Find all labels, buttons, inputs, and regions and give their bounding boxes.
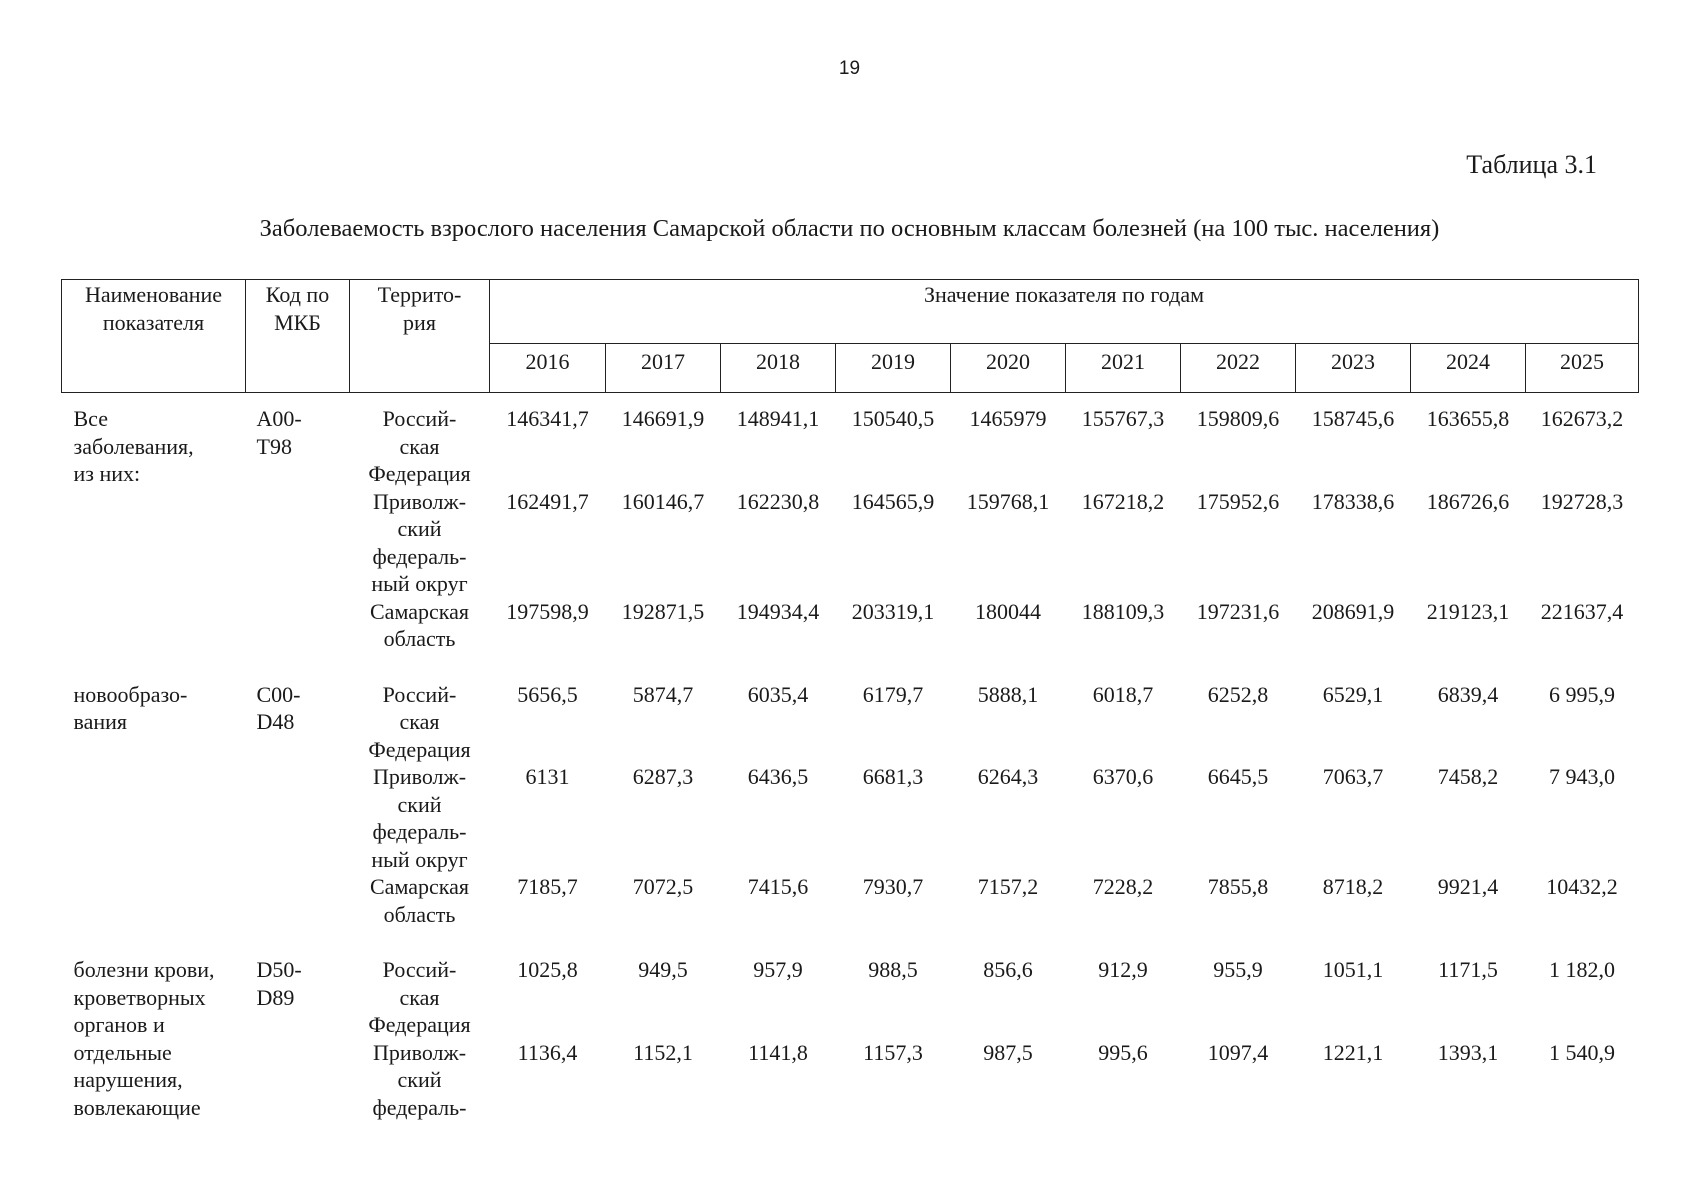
territory: Приволж- ский федераль-	[372, 1039, 467, 1120]
group-spacer	[62, 653, 1639, 681]
value-cell: 955,9	[1213, 957, 1263, 982]
value-cell: 178338,6	[1311, 488, 1395, 514]
table-row	[62, 393, 1639, 488]
value-cell: 7855,8	[1207, 874, 1269, 899]
header-year: 2025	[1526, 344, 1639, 393]
value-cell: 1 182,0	[1549, 957, 1615, 982]
territory: Россий- ская Федерация	[368, 681, 471, 762]
value-cell: 146341,7	[506, 406, 589, 431]
value-cell: 7185,7	[517, 874, 578, 899]
value-cell: 1097,4	[1207, 1039, 1269, 1065]
value-cell: 150540,5	[851, 406, 935, 431]
value-cell: 1465979	[969, 406, 1047, 431]
header-row	[62, 280, 1639, 344]
icd-code: D50- D89	[256, 957, 302, 1010]
value-cell: 197231,6	[1196, 598, 1280, 624]
value-cell: 1221,1	[1322, 1039, 1384, 1065]
value-cell: 6681,3	[862, 764, 924, 789]
value-cell: 188109,3	[1081, 598, 1165, 624]
header-year: 2022	[1181, 344, 1296, 393]
icd-code: C00- D48	[256, 681, 301, 734]
header-year: 2018	[721, 344, 836, 393]
table-caption: Заболеваемость взрослого населения Самарской области по основным классам болезней (на 100 тыс. населения)	[259, 215, 1440, 242]
indicator-name: болезни крови, кроветворных органов и отдельные нарушения, вовлекающие	[73, 957, 215, 1120]
value-cell: 10432,2	[1546, 874, 1618, 899]
value-cell: 957,9	[753, 957, 803, 982]
value-cell: 155767,3	[1081, 406, 1165, 431]
header-values-by-year: Значение показателя по годам	[490, 280, 1639, 344]
value-cell: 6252,8	[1207, 681, 1269, 707]
value-cell: 164565,9	[851, 488, 935, 514]
value-cell: 6529,1	[1322, 681, 1384, 707]
territory: Россий- ская Федерация	[368, 406, 471, 486]
icd-code: A00- T98	[256, 406, 302, 459]
value-cell: 221637,4	[1540, 598, 1624, 624]
value-cell: 6179,7	[862, 681, 924, 707]
value-cell: 6436,5	[747, 764, 809, 789]
value-cell: 1141,8	[748, 1039, 808, 1065]
value-cell: 7 943,0	[1549, 764, 1615, 789]
value-cell: 987,5	[983, 1039, 1033, 1065]
value-cell: 1393,1	[1437, 1039, 1499, 1065]
value-cell: 219123,1	[1426, 598, 1510, 624]
value-cell: 995,6	[1098, 1039, 1148, 1065]
value-cell: 167218,2	[1081, 488, 1165, 514]
value-cell: 192871,5	[621, 598, 705, 624]
value-cell: 159809,6	[1196, 406, 1280, 431]
header-year: 2016	[490, 344, 606, 393]
header-code: Код по МКБ	[246, 280, 350, 393]
value-cell: 162491,7	[506, 488, 589, 514]
value-cell: 163655,8	[1426, 406, 1510, 431]
value-cell: 7157,2	[977, 874, 1039, 899]
value-cell: 159768,1	[966, 488, 1050, 514]
value-cell: 1157,3	[863, 1039, 923, 1065]
value-cell: 1171,5	[1438, 957, 1498, 982]
table-row	[62, 956, 1639, 1039]
value-cell: 1051,1	[1322, 957, 1384, 982]
value-cell: 162673,2	[1540, 406, 1624, 431]
value-cell: 208691,9	[1311, 598, 1395, 624]
value-cell: 7415,6	[747, 874, 809, 899]
value-cell: 148941,1	[736, 406, 820, 431]
value-cell: 7458,2	[1437, 764, 1499, 789]
value-cell: 203319,1	[851, 598, 935, 624]
header-year: 2019	[836, 344, 951, 393]
value-cell: 6018,7	[1092, 681, 1154, 707]
value-cell: 194934,4	[736, 598, 820, 624]
value-cell: 1152,1	[633, 1039, 693, 1065]
value-cell: 7930,7	[862, 874, 924, 899]
territory: Приволж- ский федераль- ный округ	[371, 764, 468, 872]
value-cell: 6287,3	[632, 764, 694, 789]
value-cell: 1136,4	[517, 1039, 578, 1065]
page-number: 19	[838, 58, 861, 79]
table-row	[62, 681, 1639, 764]
value-cell: 197598,9	[506, 598, 589, 624]
value-cell: 192728,3	[1540, 488, 1624, 514]
value-cell: 5874,7	[632, 681, 694, 707]
value-cell: 6839,4	[1437, 681, 1499, 707]
header-year: 2021	[1066, 344, 1181, 393]
value-cell: 7072,5	[632, 874, 694, 899]
value-cell: 949,5	[638, 957, 688, 982]
territory: Самарская область	[370, 874, 469, 927]
value-cell: 180044	[975, 598, 1041, 624]
value-cell: 7228,2	[1092, 874, 1154, 899]
indicator-name: новообразо- вания	[73, 681, 188, 734]
header-indicator: Наименование показателя	[62, 280, 246, 393]
indicator-name: Все заболевания, из них:	[73, 406, 194, 486]
value-cell: 1025,8	[517, 957, 578, 982]
header-year: 2023	[1296, 344, 1411, 393]
value-cell: 988,5	[868, 957, 918, 982]
territory: Самарская область	[370, 598, 469, 651]
territory: Россий- ская Федерация	[368, 957, 471, 1037]
value-cell: 162230,8	[736, 488, 820, 514]
value-cell: 6645,5	[1207, 764, 1269, 789]
morbidity-table	[61, 279, 1639, 1121]
group-spacer	[62, 928, 1639, 956]
value-cell: 6035,4	[747, 681, 809, 707]
value-cell: 158745,6	[1311, 406, 1395, 431]
value-cell: 6131	[525, 764, 570, 789]
value-cell: 6264,3	[977, 764, 1039, 789]
value-cell: 7063,7	[1322, 764, 1384, 789]
header-year: 2017	[606, 344, 721, 393]
table-label: Таблица 3.1	[1466, 150, 1597, 179]
value-cell: 186726,6	[1426, 488, 1510, 514]
value-cell: 160146,7	[621, 488, 705, 514]
value-cell: 6 995,9	[1549, 681, 1615, 707]
value-cell: 856,6	[983, 957, 1033, 982]
value-cell: 5656,5	[517, 681, 578, 707]
value-cell: 8718,2	[1322, 874, 1384, 899]
value-cell: 9921,4	[1437, 874, 1499, 899]
value-cell: 6370,6	[1092, 764, 1154, 789]
territory: Приволж- ский федераль- ный округ	[371, 488, 468, 596]
value-cell: 146691,9	[621, 406, 705, 431]
header-year: 2024	[1411, 344, 1526, 393]
header-year: 2020	[951, 344, 1066, 393]
header-territory: Террито- рия	[350, 280, 490, 393]
value-cell: 175952,6	[1196, 488, 1280, 514]
value-cell: 912,9	[1098, 957, 1148, 982]
value-cell: 5888,1	[977, 681, 1039, 707]
value-cell: 1 540,9	[1549, 1039, 1615, 1065]
